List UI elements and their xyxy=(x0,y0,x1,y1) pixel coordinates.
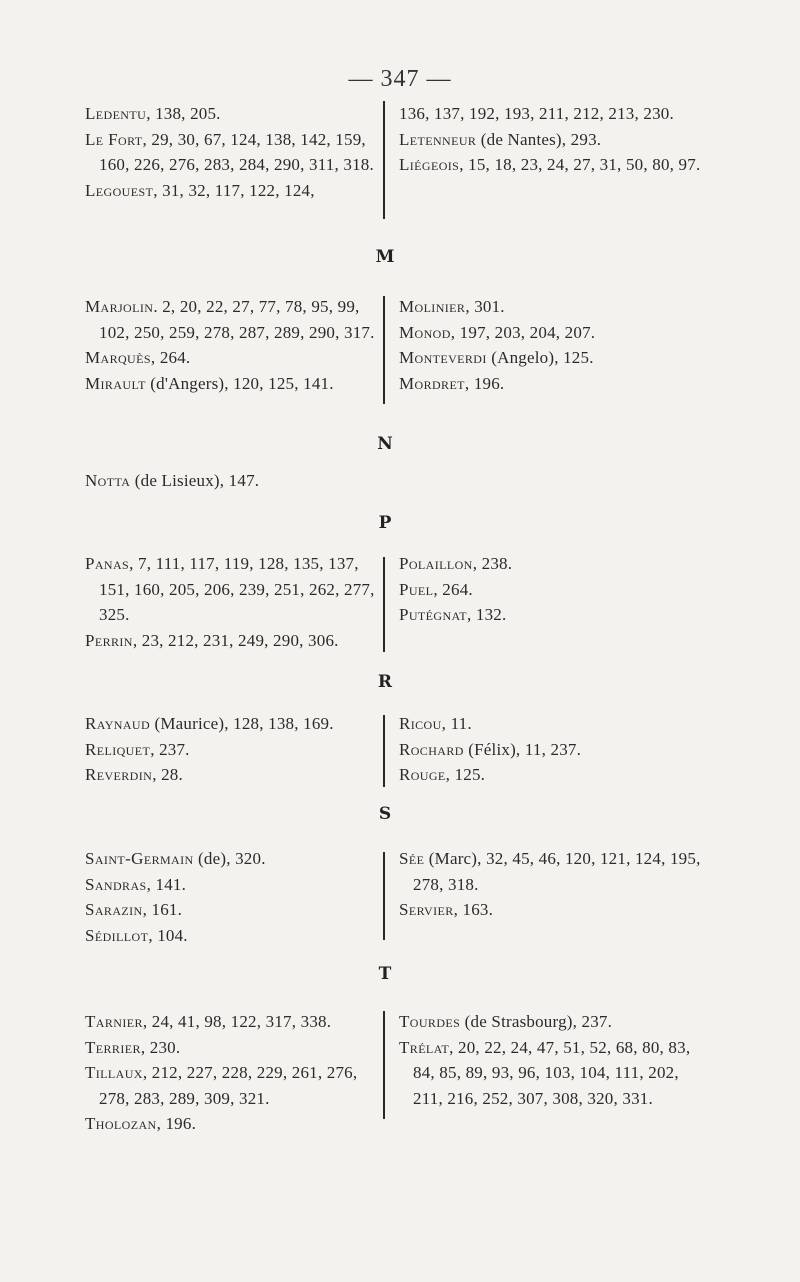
author-name: Terrier xyxy=(85,1037,141,1057)
index-entry xyxy=(85,872,375,898)
page-refs: (Félix), 11, 237. xyxy=(463,739,582,759)
column-rule xyxy=(383,296,385,404)
section-letter: N xyxy=(377,434,393,454)
page-refs: (de Nantes), 293. xyxy=(476,129,602,149)
author-name: Ledentu xyxy=(85,104,147,123)
index-entry xyxy=(399,152,704,178)
page-refs: (Angelo), 125. xyxy=(486,348,594,367)
page-refs: (Maurice), 128, 138, 169. xyxy=(150,714,334,733)
column-rule xyxy=(383,557,385,652)
author-name: Tillaux xyxy=(85,1063,143,1082)
index-entry xyxy=(85,1009,375,1035)
index-entry xyxy=(399,371,704,397)
author-name: Monod xyxy=(399,322,451,342)
index-entry xyxy=(399,737,704,763)
page-refs: , 196. xyxy=(156,1114,197,1133)
page-refs: (d'Angers), 120, 125, 141. xyxy=(145,373,334,393)
index-entry xyxy=(399,294,704,320)
author-name: Monteverdi xyxy=(399,348,487,367)
page-refs: , 132. xyxy=(466,605,507,624)
author-name: Marjolin xyxy=(85,297,154,316)
index-entry xyxy=(399,1035,704,1112)
page-refs: , 23, 212, 231, 249, 290, 306. xyxy=(132,630,339,650)
page-refs: , 264. xyxy=(150,348,191,367)
page-refs: , 24, 41, 98, 122, 317, 338. xyxy=(142,1012,332,1031)
page-number: — 347 — xyxy=(348,66,452,92)
index-entry xyxy=(85,371,375,397)
section-letter: P xyxy=(378,513,392,533)
author-name: Raynaud xyxy=(85,714,151,733)
author-name: Reliquet xyxy=(85,739,151,759)
author-name: Saint-Germain xyxy=(85,849,194,868)
page-refs: , 238. xyxy=(472,554,513,573)
index-entry xyxy=(399,345,704,371)
index-entry xyxy=(85,468,485,494)
right-column xyxy=(397,1009,704,1111)
author-name: Tholozan xyxy=(85,1114,157,1133)
index-entry xyxy=(399,762,704,788)
left-column xyxy=(85,101,375,203)
section-letter: S xyxy=(378,804,392,824)
section-letter: T xyxy=(378,964,392,984)
author-name: Molinier xyxy=(399,297,466,316)
author-name: Sédillot xyxy=(85,925,149,945)
author-name: Rouge xyxy=(399,765,446,784)
page-refs: , 212, 227, 228, 229, 261, 276, 278, 283, 289, 309, 321. xyxy=(99,1063,358,1108)
left-column xyxy=(85,711,375,788)
left-column xyxy=(85,1009,375,1137)
index-entry xyxy=(85,178,375,204)
page-refs: , 196. xyxy=(464,373,505,393)
page-refs: , 20, 22, 24, 47, 51, 52, 68, 80, 83, 84, 85, 89, 93, 96, 103, 104, 111, 202, 211, 216, 252, 307, 308, 320, 331. xyxy=(413,1037,691,1108)
index-entry xyxy=(85,1111,375,1137)
right-column xyxy=(397,711,704,788)
author-name: Mordret xyxy=(399,373,465,393)
author-name: Sandras xyxy=(85,874,147,894)
right-column xyxy=(397,294,704,396)
index-entry xyxy=(85,101,375,127)
author-name: Le Fort xyxy=(85,129,143,149)
index-entry xyxy=(85,345,375,371)
page-refs: , 15, 18, 23, 24, 27, 31, 50, 80, 97. xyxy=(459,155,701,174)
index-entry xyxy=(85,1035,375,1061)
right-column xyxy=(397,846,704,923)
left-column xyxy=(85,294,375,396)
index-entry xyxy=(85,1060,375,1111)
left-column xyxy=(85,551,375,653)
column-rule xyxy=(383,852,385,940)
page-refs: , 264. xyxy=(433,579,473,599)
column-rule xyxy=(383,715,385,787)
author-name: Servier xyxy=(399,900,454,919)
page-refs: , 163. xyxy=(453,900,494,919)
column-rule xyxy=(383,101,385,219)
author-name: Puel xyxy=(399,579,434,599)
index-entry xyxy=(399,711,704,737)
author-name: Rochard xyxy=(399,739,464,759)
author-name: Trélat xyxy=(399,1037,450,1057)
index-entry xyxy=(399,577,704,603)
index-entry xyxy=(85,127,375,178)
page-refs: , 29, 30, 67, 124, 138, 142, 159, 160, 226, 276, 283, 284, 290, 311, 318. xyxy=(99,129,374,174)
page-refs: , 138, 205. xyxy=(146,104,221,123)
index-entry xyxy=(85,923,375,949)
page-refs: , 197, 203, 204, 207. xyxy=(450,322,596,342)
index-entry xyxy=(85,628,375,654)
page-refs: , 125. xyxy=(445,765,486,784)
index-entry xyxy=(85,294,375,345)
author-name: Sée xyxy=(399,849,425,868)
page-refs: (de Strasbourg), 237. xyxy=(460,1012,613,1031)
page-refs: , 11. xyxy=(441,714,472,733)
author-name: Perrin xyxy=(85,630,133,650)
page-refs: , 31, 32, 117, 122, 124, xyxy=(153,180,315,200)
author-name: Putégnat xyxy=(399,605,467,624)
index-entry xyxy=(85,551,375,628)
index-entry xyxy=(85,737,375,763)
index-entry xyxy=(85,846,375,872)
author-name: Legouest xyxy=(85,180,154,200)
index-entry xyxy=(399,551,704,577)
author-name: Ricou xyxy=(399,714,442,733)
page-refs: 136, 137, 192, 193, 211, 212, 213, 230. xyxy=(399,104,674,123)
author-name: Marquès xyxy=(85,348,151,367)
page-refs: (Marc), 32, 45, 46, 120, 121, 124, 195, 278, 318. xyxy=(413,849,701,894)
author-name: Sarazin xyxy=(85,900,143,919)
column-rule xyxy=(383,1011,385,1119)
section-letter: R xyxy=(377,672,393,692)
index-entry xyxy=(85,897,375,923)
index-entry xyxy=(399,846,704,897)
author-name: Panas xyxy=(85,554,130,573)
author-name: Polaillon xyxy=(399,554,473,573)
author-name: Liégeois xyxy=(399,155,460,174)
page-refs: , 230. xyxy=(140,1037,181,1057)
right-column xyxy=(397,101,704,178)
index-entry xyxy=(399,602,704,628)
page-refs: , 237. xyxy=(150,739,190,759)
page-refs: (de Lisieux), 147. xyxy=(130,471,260,490)
page-refs: . 2, 20, 22, 27, 77, 78, 95, 99, 102, 250, 259, 278, 287, 289, 290, 317. xyxy=(99,297,375,342)
author-name: Reverdin xyxy=(85,765,153,784)
page-refs: , 141. xyxy=(146,874,187,894)
page-refs: (de), 320. xyxy=(193,849,266,868)
author-name: Tourdes xyxy=(399,1012,461,1031)
index-entry xyxy=(399,101,704,127)
index-entry xyxy=(399,1009,704,1035)
left-column xyxy=(85,468,485,494)
section-letter: M xyxy=(375,247,395,267)
author-name: Notta xyxy=(85,471,131,490)
index-entry xyxy=(399,320,704,346)
page-refs: , 104. xyxy=(148,925,188,945)
index-entry xyxy=(399,897,704,923)
author-name: Letenneur xyxy=(399,129,477,149)
author-name: Mirault xyxy=(85,373,146,393)
index-entry xyxy=(399,127,704,153)
page-refs: , 301. xyxy=(465,297,505,316)
page-refs: , 28. xyxy=(152,765,183,784)
author-name: Tarnier xyxy=(85,1012,143,1031)
page-refs: , 7, 111, 117, 119, 128, 135, 137, 151, 160, 205, 206, 239, 251, 262, 277, 325. xyxy=(99,554,375,624)
index-entry xyxy=(85,711,375,737)
left-column xyxy=(85,846,375,948)
right-column xyxy=(397,551,704,628)
page-refs: , 161. xyxy=(142,900,183,919)
index-entry xyxy=(85,762,375,788)
